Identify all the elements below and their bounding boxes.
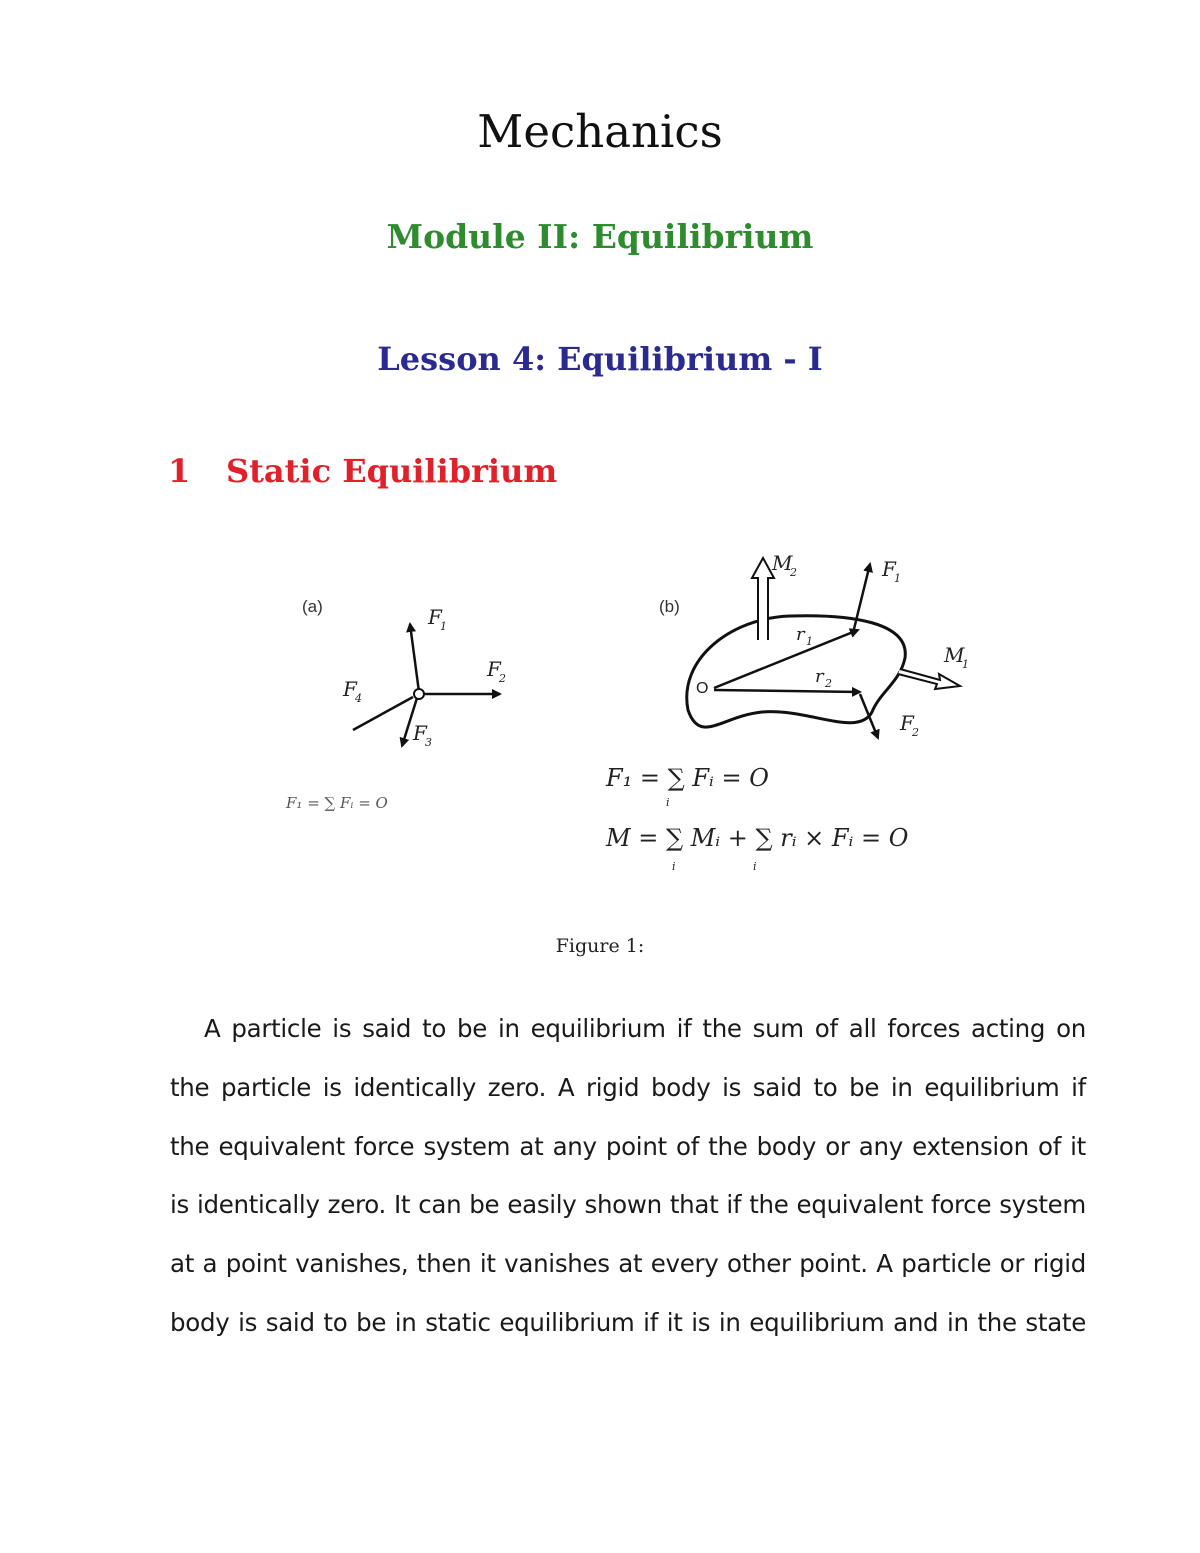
f2-label-b: F <box>900 711 914 735</box>
equation-b-1: F₁ = ∑ Fᵢ = O <box>606 764 769 792</box>
figure-caption: Figure 1: <box>555 935 645 957</box>
r2-label: r <box>815 666 824 687</box>
section-title: Static Equilibrium <box>226 452 558 490</box>
force-f2-arrow-b <box>860 694 878 738</box>
equation-b-2: M = ∑ Mᵢ + ∑ rᵢ × Fᵢ = O <box>606 824 909 852</box>
body-paragraph <box>170 1000 1086 1353</box>
svg-text:2: 2 <box>912 726 919 739</box>
svg-text:2: 2 <box>825 677 832 690</box>
figure-1 <box>0 540 1200 900</box>
paragraph-line: at a point vanishes, then it vanishes at every other point. A particle or rigid <box>170 1249 1086 1279</box>
section-number: 1 <box>168 452 191 490</box>
svg-text:4: 4 <box>355 692 362 705</box>
force-f1-arrow-a <box>410 624 419 692</box>
svg-text:i: i <box>753 860 757 873</box>
origin-o-label: O <box>696 680 709 697</box>
position-r1-arrow <box>714 630 858 688</box>
paragraph-line: is identically zero. It can be easily shown that if the equivalent force system <box>170 1190 1086 1220</box>
f3-label-a: F <box>413 721 427 745</box>
panel-b <box>605 551 969 873</box>
document-title: Mechanics <box>477 105 723 158</box>
panel-b-label: (b) <box>659 597 680 616</box>
paragraph-line: A particle is said to be in equilibrium if the sum of all forces acting on <box>204 1014 1086 1043</box>
svg-text:2: 2 <box>499 672 506 685</box>
svg-text:i: i <box>672 860 676 873</box>
svg-text:1: 1 <box>440 620 447 633</box>
paragraph-line: the equivalent force system at any point of the body or any extension of it <box>170 1131 1086 1161</box>
panel-a-label: (a) <box>302 597 323 616</box>
f1-label-b: F <box>882 557 896 581</box>
figure-1-diagram <box>0 540 1200 900</box>
paragraph-line: the particle is identically zero. A rigid body is said to be in equilibrium if <box>170 1072 1086 1102</box>
r1-label: r <box>796 624 805 645</box>
force-f4-arrow-a <box>353 697 413 730</box>
svg-text:i: i <box>666 796 670 809</box>
svg-text:1: 1 <box>962 658 969 671</box>
svg-text:1: 1 <box>806 635 813 648</box>
f2-label-a: F <box>487 657 501 681</box>
f4-label-a: F <box>343 677 357 701</box>
section-heading <box>168 450 557 492</box>
module-heading: Module II: Equilibrium <box>386 217 814 256</box>
lesson-heading: Lesson 4: Equilibrium - I <box>377 340 823 378</box>
panel-a <box>285 597 506 812</box>
svg-text:3: 3 <box>425 736 432 749</box>
position-r2-arrow <box>714 690 860 692</box>
f1-label-a: F <box>428 605 442 629</box>
paragraph-line: body is said to be in static equilibrium if it is in equilibrium and in the state <box>170 1307 1086 1337</box>
equation-a: F₁ = ∑ Fᵢ = O <box>286 794 388 812</box>
m2-label: M <box>772 551 793 575</box>
svg-text:2: 2 <box>790 566 797 579</box>
particle-point <box>414 689 424 699</box>
svg-text:1: 1 <box>894 572 901 585</box>
moment-m1-arrow <box>898 669 960 689</box>
m1-label: M <box>944 643 965 667</box>
moment-m2-arrow <box>752 558 774 640</box>
